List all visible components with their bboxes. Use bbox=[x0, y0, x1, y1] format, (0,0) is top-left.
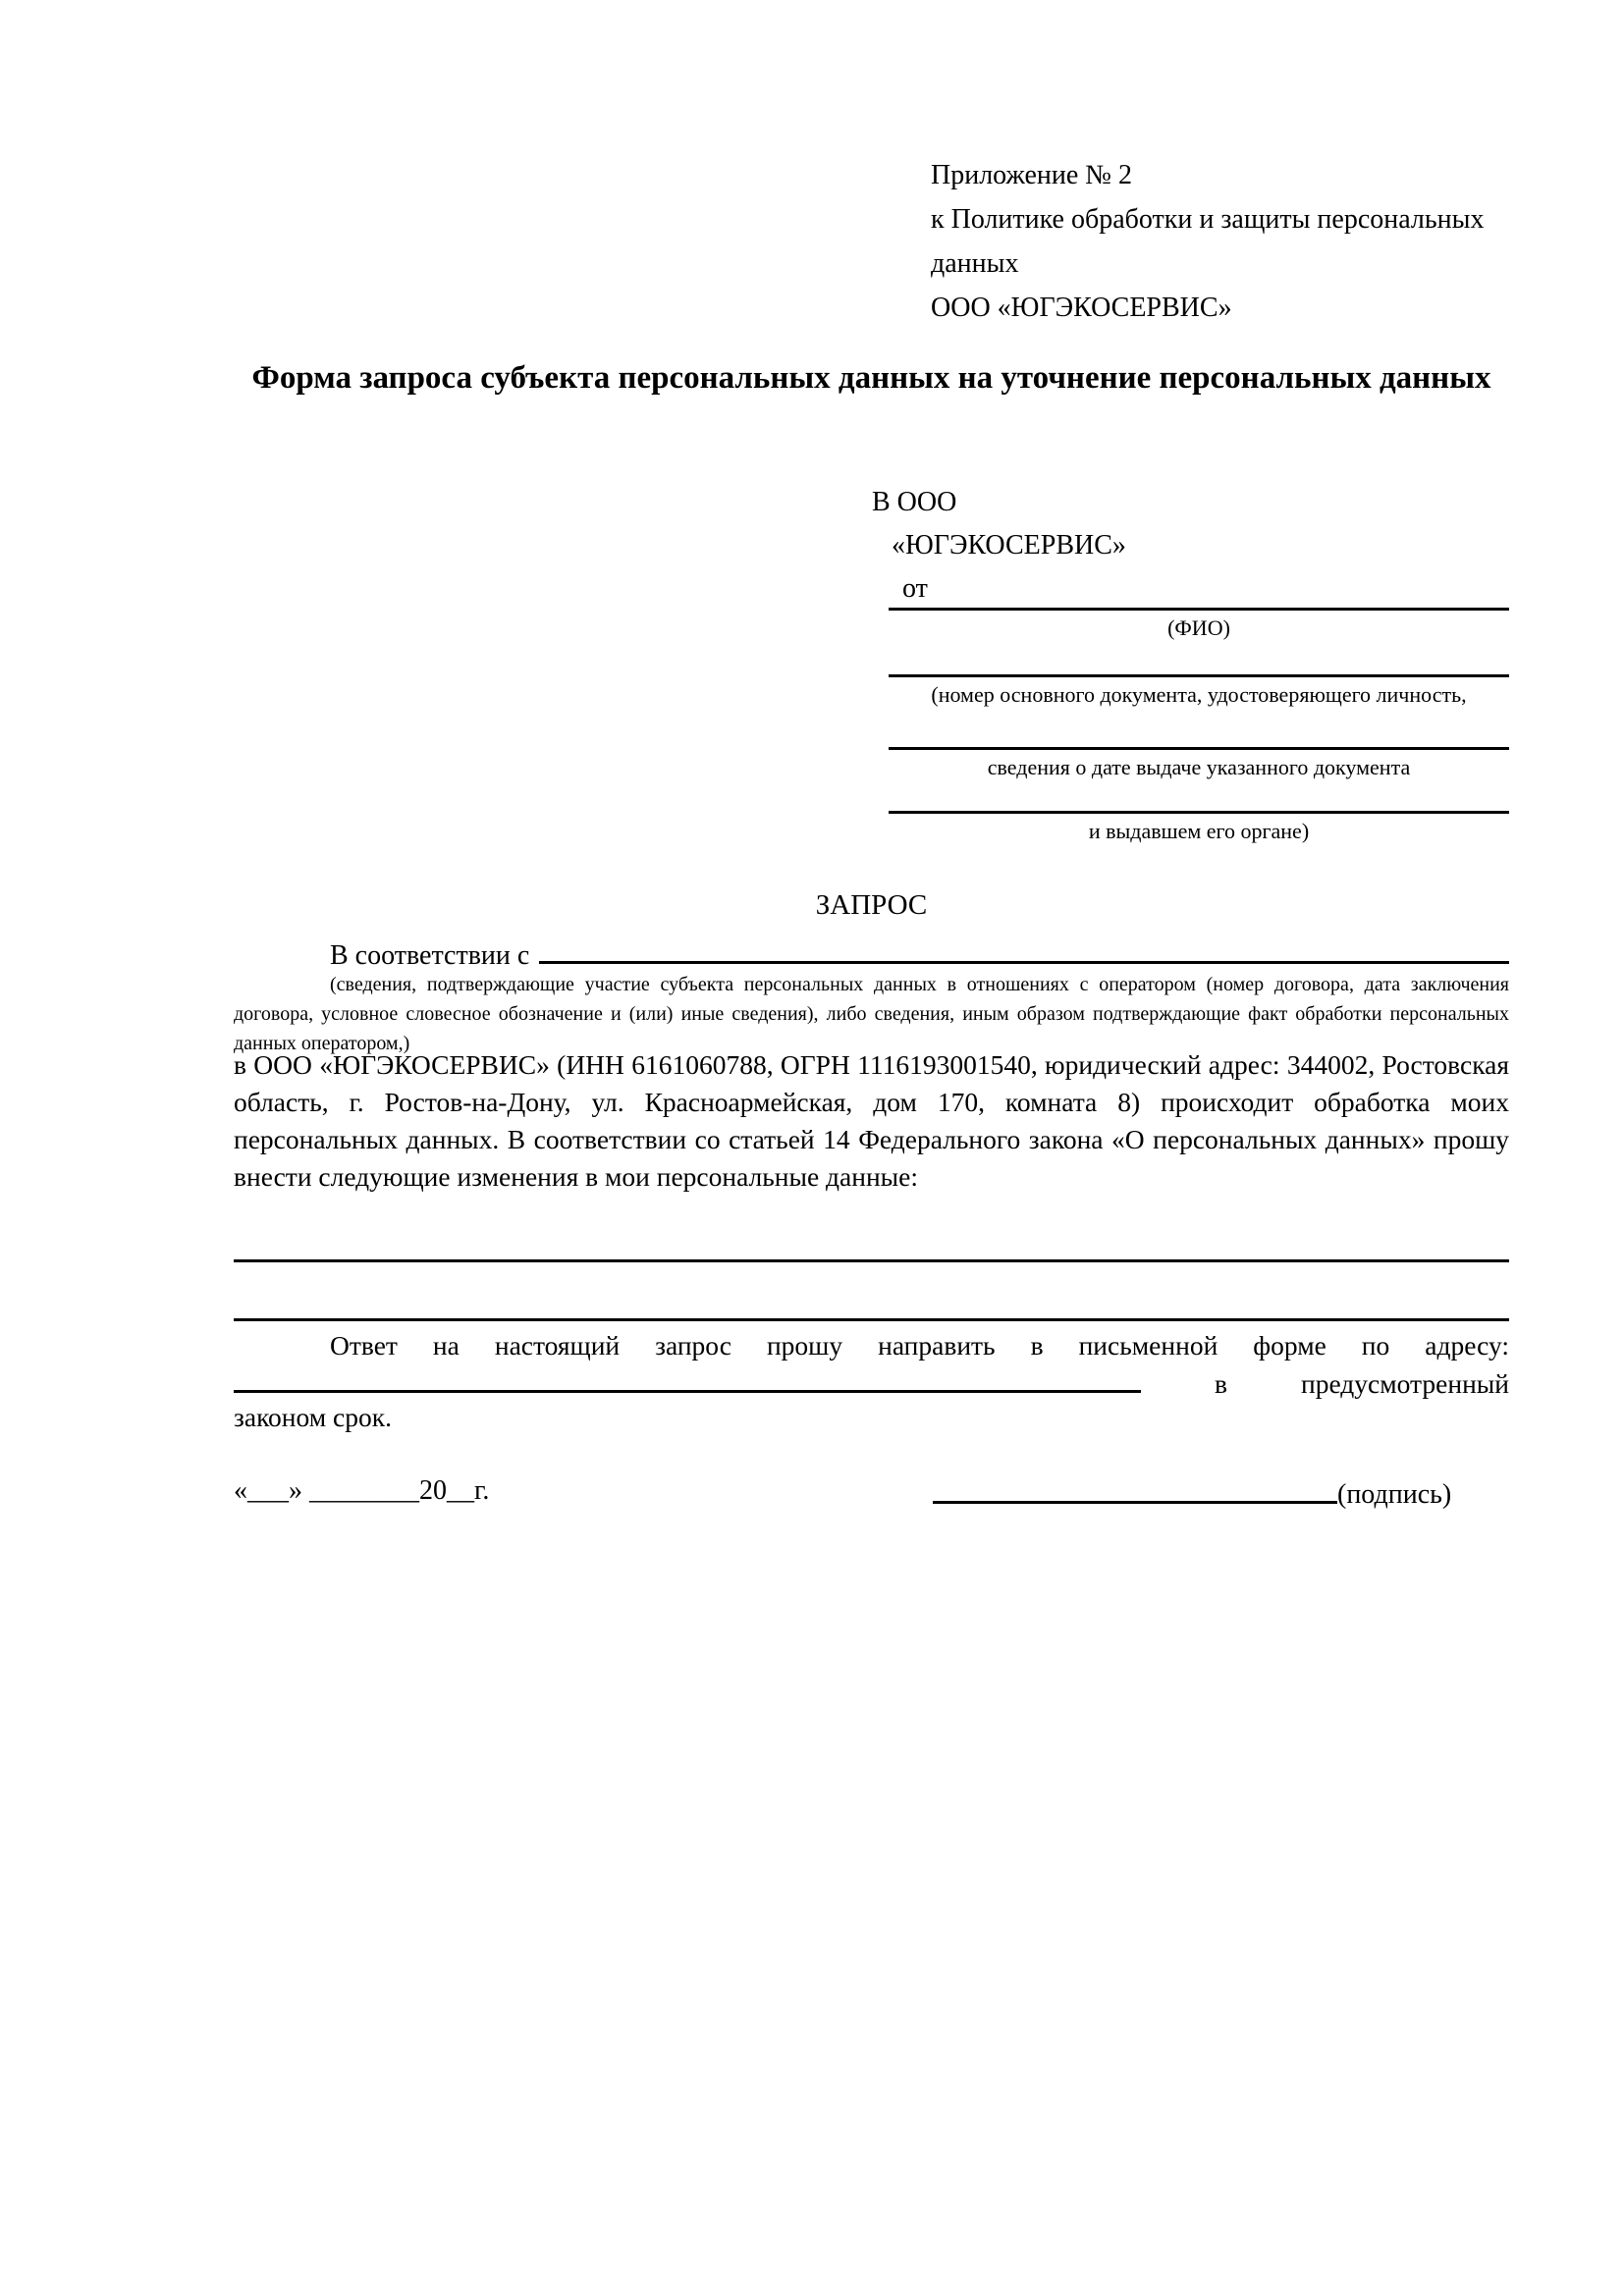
fio-caption: (ФИО) bbox=[1167, 615, 1230, 640]
response-word-in: в bbox=[1215, 1368, 1227, 1399]
changes-blank-line-1[interactable] bbox=[234, 1259, 1509, 1262]
response-term-line: законом срок. bbox=[234, 1402, 392, 1432]
appendix-line-2: к Политике обработки и защиты персональных данных bbox=[931, 204, 1485, 279]
accordance-row bbox=[234, 933, 1509, 972]
response-request-line: Ответ на настоящий запрос прошу направить в письменной форме по адресу: bbox=[330, 1330, 1509, 1361]
signature-row bbox=[933, 1475, 1451, 1511]
appendix-line-1: Приложение № 2 bbox=[931, 160, 1132, 190]
document-number-blank-line[interactable] bbox=[889, 674, 1509, 677]
body-paragraph: в ООО «ЮГЭКОСЕРВИС» (ИНН 6161060788, ОГРН 1116193001540, юридический адрес: 344002, Ростовская область, г. Ростов-на-Дону, ул. Красноармейская, дом 170, комната 8) происходит обработка моих персональных данных. В соответствии со статьей 14 Федерального закона «О персональных данных» прошу внести следующие изменения в мои персональные данные: bbox=[234, 1049, 1509, 1192]
document-issuer-caption: и выдавшем его органе) bbox=[1088, 819, 1310, 843]
addressee-to-line-1: В ООО bbox=[872, 487, 957, 517]
addressee-from-label: от bbox=[902, 573, 928, 604]
response-word-due: предусмотренный bbox=[1301, 1368, 1509, 1399]
signature-caption: (подпись) bbox=[1337, 1479, 1452, 1510]
address-blank-line[interactable] bbox=[234, 1390, 1141, 1393]
appendix-line-3: ООО «ЮГЭКОСЕРВИС» bbox=[931, 293, 1232, 323]
fio-blank-line[interactable] bbox=[889, 608, 1509, 611]
document-issue-date-caption: сведения о дате выдаче указанного документа bbox=[987, 755, 1411, 779]
appendix-block bbox=[931, 153, 1516, 330]
document-issue-date-blank-line[interactable] bbox=[889, 747, 1509, 750]
addressee-to-line-2: «ЮГЭКОСЕРВИС» bbox=[892, 530, 1126, 561]
signature-blank-line[interactable] bbox=[933, 1501, 1337, 1504]
document-issuer-blank-line[interactable] bbox=[889, 811, 1509, 814]
response-address-row bbox=[234, 1364, 1509, 1400]
date-field[interactable]: «___» ________20__г. bbox=[234, 1475, 490, 1506]
fine-print-note: (сведения, подтверждающие участие субъекта персональных данных в отношениях с оператором (номер договора, дата заключения договора, условное словесное обозначение и (или) иные сведения), либо сведения, иным образом подтверждающие факт обработки персональных данных оператором,) bbox=[234, 974, 1509, 1054]
request-heading: ЗАПРОС bbox=[815, 889, 928, 921]
accordance-blank-line[interactable] bbox=[539, 961, 1509, 964]
document-title: Форма запроса субъекта персональных данных на уточнение персональных данных bbox=[251, 360, 1491, 396]
accordance-prefix: В соответствии с bbox=[330, 940, 530, 971]
changes-blank-line-2[interactable] bbox=[234, 1318, 1509, 1321]
addressee-block bbox=[872, 481, 1126, 611]
document-number-caption: (номер основного документа, удостоверяющего личность, bbox=[931, 682, 1467, 707]
